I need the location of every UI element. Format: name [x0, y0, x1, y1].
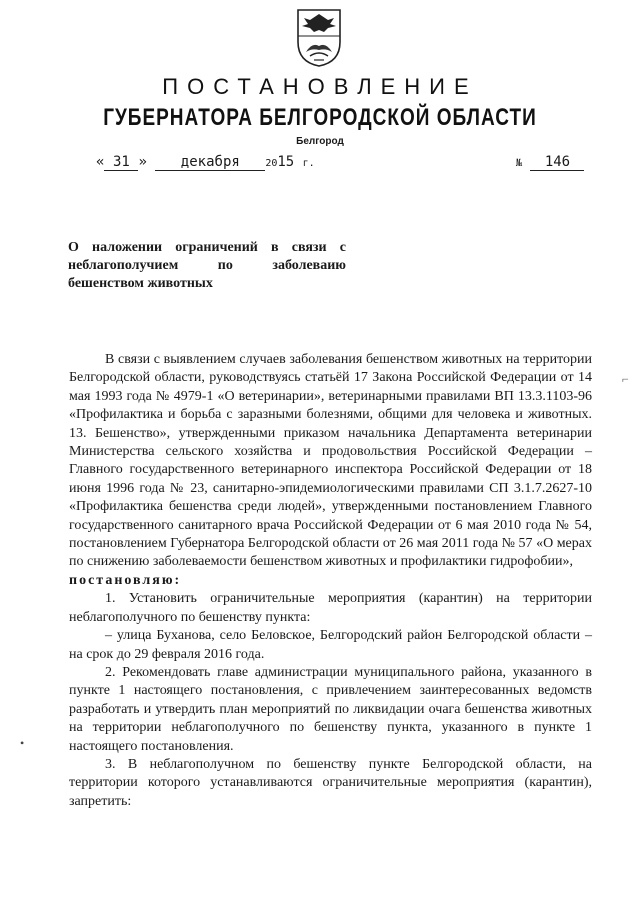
item-1-paragraph: 1. Установить ограничительные мероприятия (карантин) на территории неблагополучного по бешенству пункта:: [69, 591, 592, 625]
date-close-quote: »: [138, 154, 147, 170]
date-year-suffix: 15: [277, 154, 295, 170]
item-3-paragraph: 3. В неблагополучном по бешенству пункте Белгородской области, на территории которого устанавливаются ограничительные мероприятия (карантин), запретить:: [69, 756, 592, 809]
document-date: [96, 154, 315, 171]
margin-mark: ⌐: [622, 372, 629, 386]
date-year-mark: г.: [302, 158, 315, 169]
date-year-prefix: 20: [265, 158, 278, 169]
number-value: 146: [530, 154, 584, 171]
item-1-dash-paragraph: – улица Буханова, село Беловское, Белгородский район Белгородской области – на срок до 29 февраля 2016 года.: [69, 628, 592, 662]
date-open-quote: «: [96, 154, 105, 170]
coat-of-arms-icon: [296, 8, 342, 68]
document-type: ПОСТАНОВЛЕНИЕ: [162, 74, 478, 99]
document-number: [516, 154, 584, 171]
date-day: 31: [104, 154, 138, 171]
resolve-word: постановляю:: [69, 572, 182, 588]
document-body: [69, 351, 592, 811]
number-label: №: [516, 158, 523, 169]
city-name: Белгород: [296, 136, 344, 147]
issuer-title: ГУБЕРНАТОРА БЕЛГОРОДСКОЙ ОБЛАСТИ: [103, 105, 537, 132]
document-subject: О наложении ограничений в связи с неблагополучием по заболеваию бешенством животных: [68, 240, 346, 291]
preamble-paragraph: В связи с выявлением случаев заболевания бешенством животных на территории Белгородской области, руководствуясь статьёй 17 Закона Российской Федерации от 14 мая 1993 года № 4979-1 «О ветеринарии», ветеринарными правилами ВП 13.3.1103-96 «Профилактика и борьба с заразными болезнями, общими для человека и животных. 13. Бешенство», утвержденными приказом начальника Департамента ветеринарии Министерства сельского хозяйства и продовольствия Российской Федерации – Главного государственного ветеринарного инспектора Российской Федерации от 18 июня 1996 года № 23, санитарно-эпидемиологическими правилами СП 3.1.7.2627-10 «Профилактика бешенства среди людей», утвержденными постановлением Главного государственного санитарного врача Российской Федерации от 6 мая 2010 года № 54, постановлением Губернатора Белгородской области от 26 мая 2011 года № 57 «О мерах по снижению заболеваемости бешенством животных и профилактики гидрофобии»,: [69, 352, 592, 570]
item-2-paragraph: 2. Рекомендовать главе администрации муниципального района, указанного в пункте 1 настоящего постановления, с привлечением заинтересованных ведомств разработать и утвердить план мероприятий по ликвидации очага бешенства животных на территории неблагополучного по бешенству пункта, указанного в пункте 1 настоящего постановления.: [69, 664, 592, 754]
date-month: декабря: [155, 154, 265, 171]
margin-dot: •: [20, 736, 25, 750]
